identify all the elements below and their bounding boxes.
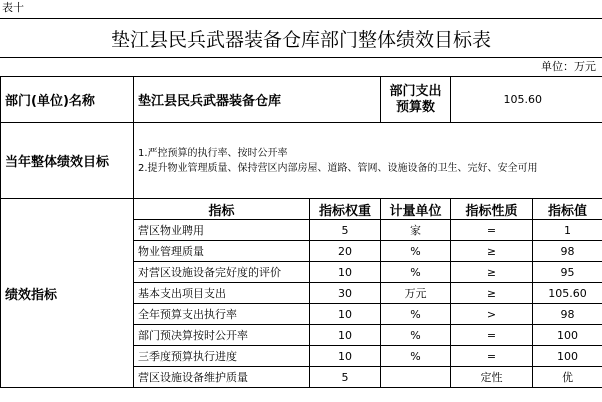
indicators-section-label: 绩效指标 <box>1 199 134 388</box>
goals-text <box>134 123 602 199</box>
indicator-weight: 10 <box>310 304 381 325</box>
dept-info-row <box>1 77 602 123</box>
indicator-weight: 5 <box>310 220 381 241</box>
indicator-weight: 5 <box>310 367 381 388</box>
indicator-value: 100 <box>533 325 602 346</box>
page-title: 垫江县民兵武器装备仓库部门整体绩效目标表 <box>0 18 602 58</box>
goal-line-1: 1.严控预算的执行率、按时公开率 <box>138 147 288 159</box>
indicator-unit: % <box>381 304 451 325</box>
goal-line-2: 2.提升物业管理质量、保持营区内部房屋、道路、管网、设施设备的卫生、完好、安全可用 <box>138 162 538 174</box>
indicator-unit: % <box>381 262 451 283</box>
indicator-nature: ≥ <box>451 241 533 262</box>
goals-label: 当年整体绩效目标 <box>1 123 134 199</box>
indicator-unit: % <box>381 346 451 367</box>
indicator-name: 基本支出项目支出 <box>134 283 310 304</box>
header-weight: 指标权重 <box>310 199 381 220</box>
budget-value: 105.60 <box>451 77 602 123</box>
indicator-value: 98 <box>533 304 602 325</box>
indicator-nature: = <box>451 325 533 346</box>
indicator-unit: 家 <box>381 220 451 241</box>
indicator-value: 98 <box>533 241 602 262</box>
budget-label: 部门支出预算数 <box>381 77 451 123</box>
indicator-nature: > <box>451 304 533 325</box>
indicator-unit: % <box>381 325 451 346</box>
dept-name-value: 垫江县民兵武器装备仓库 <box>134 77 381 123</box>
header-unit: 计量单位 <box>381 199 451 220</box>
table-number-note: 表十 <box>2 1 24 14</box>
indicator-weight: 10 <box>310 346 381 367</box>
indicator-unit <box>381 367 451 388</box>
indicator-name: 部门预决算按时公开率 <box>134 325 310 346</box>
indicator-name: 三季度预算执行进度 <box>134 346 310 367</box>
indicator-name: 物业管理质量 <box>134 241 310 262</box>
indicator-name: 对营区设施设备完好度的评价 <box>134 262 310 283</box>
indicator-nature: ≥ <box>451 283 533 304</box>
indicator-nature: = <box>451 346 533 367</box>
header-value: 指标值 <box>533 199 602 220</box>
indicator-value: 优 <box>533 367 602 388</box>
indicator-weight: 10 <box>310 325 381 346</box>
indicator-name: 全年预算支出执行率 <box>134 304 310 325</box>
indicator-value: 1 <box>533 220 602 241</box>
indicator-weight: 20 <box>310 241 381 262</box>
indicator-unit: 万元 <box>381 283 451 304</box>
indicator-unit: % <box>381 241 451 262</box>
indicator-header-row <box>1 199 602 220</box>
performance-table <box>0 76 602 388</box>
header-indicator: 指标 <box>134 199 310 220</box>
indicator-value: 95 <box>533 262 602 283</box>
header-nature: 指标性质 <box>451 199 533 220</box>
indicator-value: 105.60 <box>533 283 602 304</box>
indicator-nature: ≥ <box>451 262 533 283</box>
goals-row <box>1 123 602 199</box>
indicator-weight: 30 <box>310 283 381 304</box>
indicator-value: 100 <box>533 346 602 367</box>
indicator-nature: 定性 <box>451 367 533 388</box>
indicator-nature: = <box>451 220 533 241</box>
dept-name-label: 部门(单位)名称 <box>1 77 134 123</box>
unit-label: 单位：万元 <box>541 60 596 73</box>
indicator-name: 营区物业聘用 <box>134 220 310 241</box>
indicator-name: 营区设施设备维护质量 <box>134 367 310 388</box>
indicator-weight: 10 <box>310 262 381 283</box>
